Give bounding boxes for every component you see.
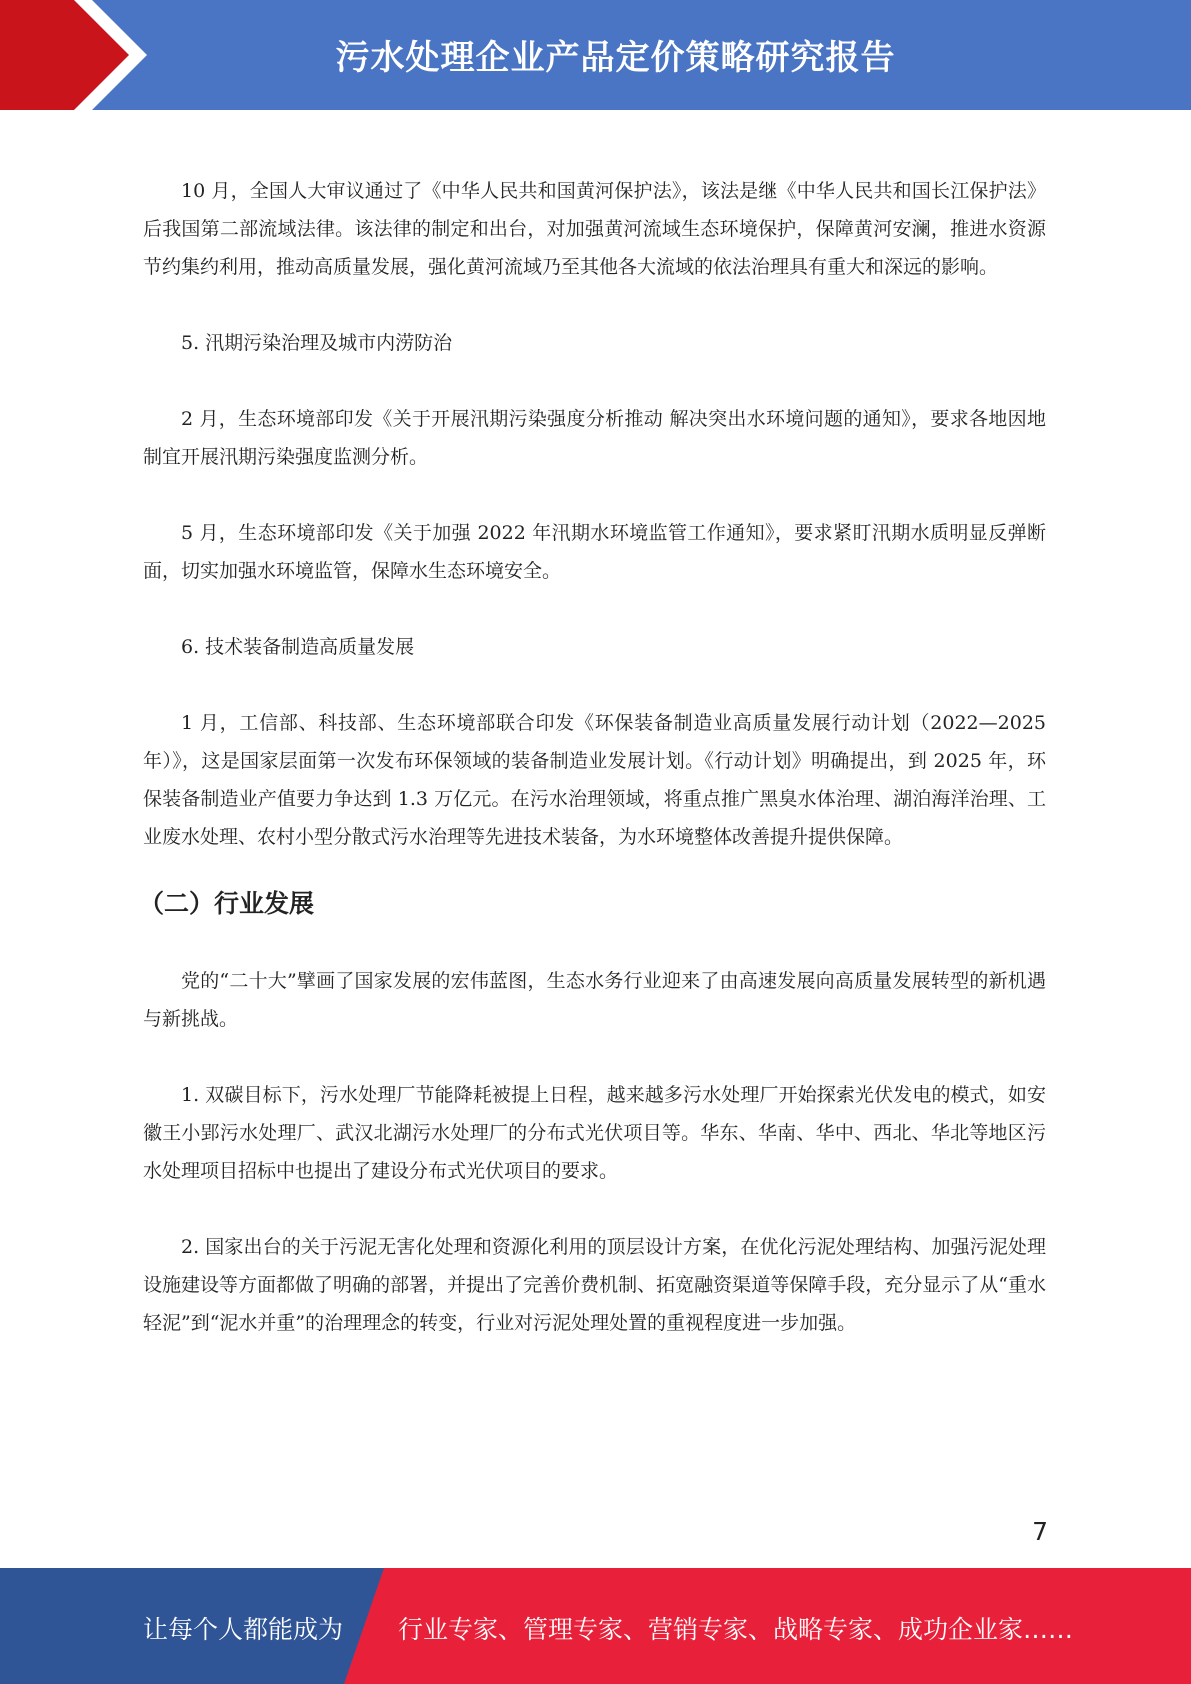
item-heading-5: 5. 汛期污染治理及城市内涝防治 [181,332,453,354]
paragraph-flood-supervision: 5 月，生态环境部印发《关于加强 2022 年汛期水环境监管工作通知》，要求紧盯汛期水质明显反弹断面，切实加强水环境监管，保障水生态环境安全。 [143,522,1046,582]
page-number: 7 [1032,1517,1048,1546]
paragraph-dual-carbon: 1. 双碳目标下，污水处理厂节能降耗被提上日程，越来越多污水处理厂开始探索光伏发电的模式，如安徽王小郢污水处理厂、武汉北湖污水处理厂的分布式光伏项目等。华东、华南、华中、西北、华北等地区污水处理项目招标中也提出了建设分布式光伏项目的要求。 [143,1084,1046,1182]
item-heading-6: 6. 技术装备制造高质量发展 [181,636,415,658]
paragraph-yellow-river-law: 10 月，全国人大审议通过了《中华人民共和国黄河保护法》，该法是继《中华人民共和国长江保护法》后我国第二部流域法律。该法律的制定和出台，对加强黄河流域生态环境保护，保障黄河安澜，推进水资源节约集约利用，推动高质量发展，强化黄河流域乃至其他各大流域的依法治理具有重大和深远的影响。 [143,180,1046,278]
page-footer [0,1568,1191,1684]
paragraph-flood-pollution: 2 月，生态环境部印发《关于开展汛期污染强度分析推动 解决突出水环境问题的通知》，要求各地因地制宜开展汛期污染强度监测分析。 [143,408,1046,468]
footer-slogan-right: 行业专家、管理专家、营销专家、战略专家、成功企业家…… [398,1615,1074,1644]
paragraph-equipment-plan: 1 月，工信部、科技部、生态环境部联合印发《环保装备制造业高质量发展行动计划（2022—2025 年）》，这是国家层面第一次发布环保领域的装备制造业发展计划。《行动计划》明确提出，到 2025 年，环保装备制造业产值要力争达到 1.3 万亿元。在污水治理领域，将重点推广黑臭水体治理、湖泊海洋治理、工业废水处理、农村小型分散式污水治理等先进技术装备，为水环境整体改善提升提供保障。 [143,712,1046,848]
report-title: 污水处理企业产品定价策略研究报告 [335,38,896,78]
section-heading: （二）行业发展 [139,889,315,918]
paragraph-twentieth-congress: 党的“二十大”擘画了国家发展的宏伟蓝图，生态水务行业迎来了由高速发展向高质量发展转型的新机遇与新挑战。 [143,970,1046,1030]
page-content [139,172,1046,1380]
footer-slogan-left: 让每个人都能成为 [143,1615,344,1644]
paragraph-sludge-treatment: 2. 国家出台的关于污泥无害化处理和资源化利用的顶层设计方案，在优化污泥处理结构、加强污泥处理设施建设等方面都做了明确的部署，并提出了完善价费机制、拓宽融资渠道等保障手段，充分显示了从“重水轻泥”到“泥水并重”的治理理念的转变，行业对污泥处理处置的重视程度进一步加强。 [143,1236,1046,1334]
page-header [0,0,1191,110]
